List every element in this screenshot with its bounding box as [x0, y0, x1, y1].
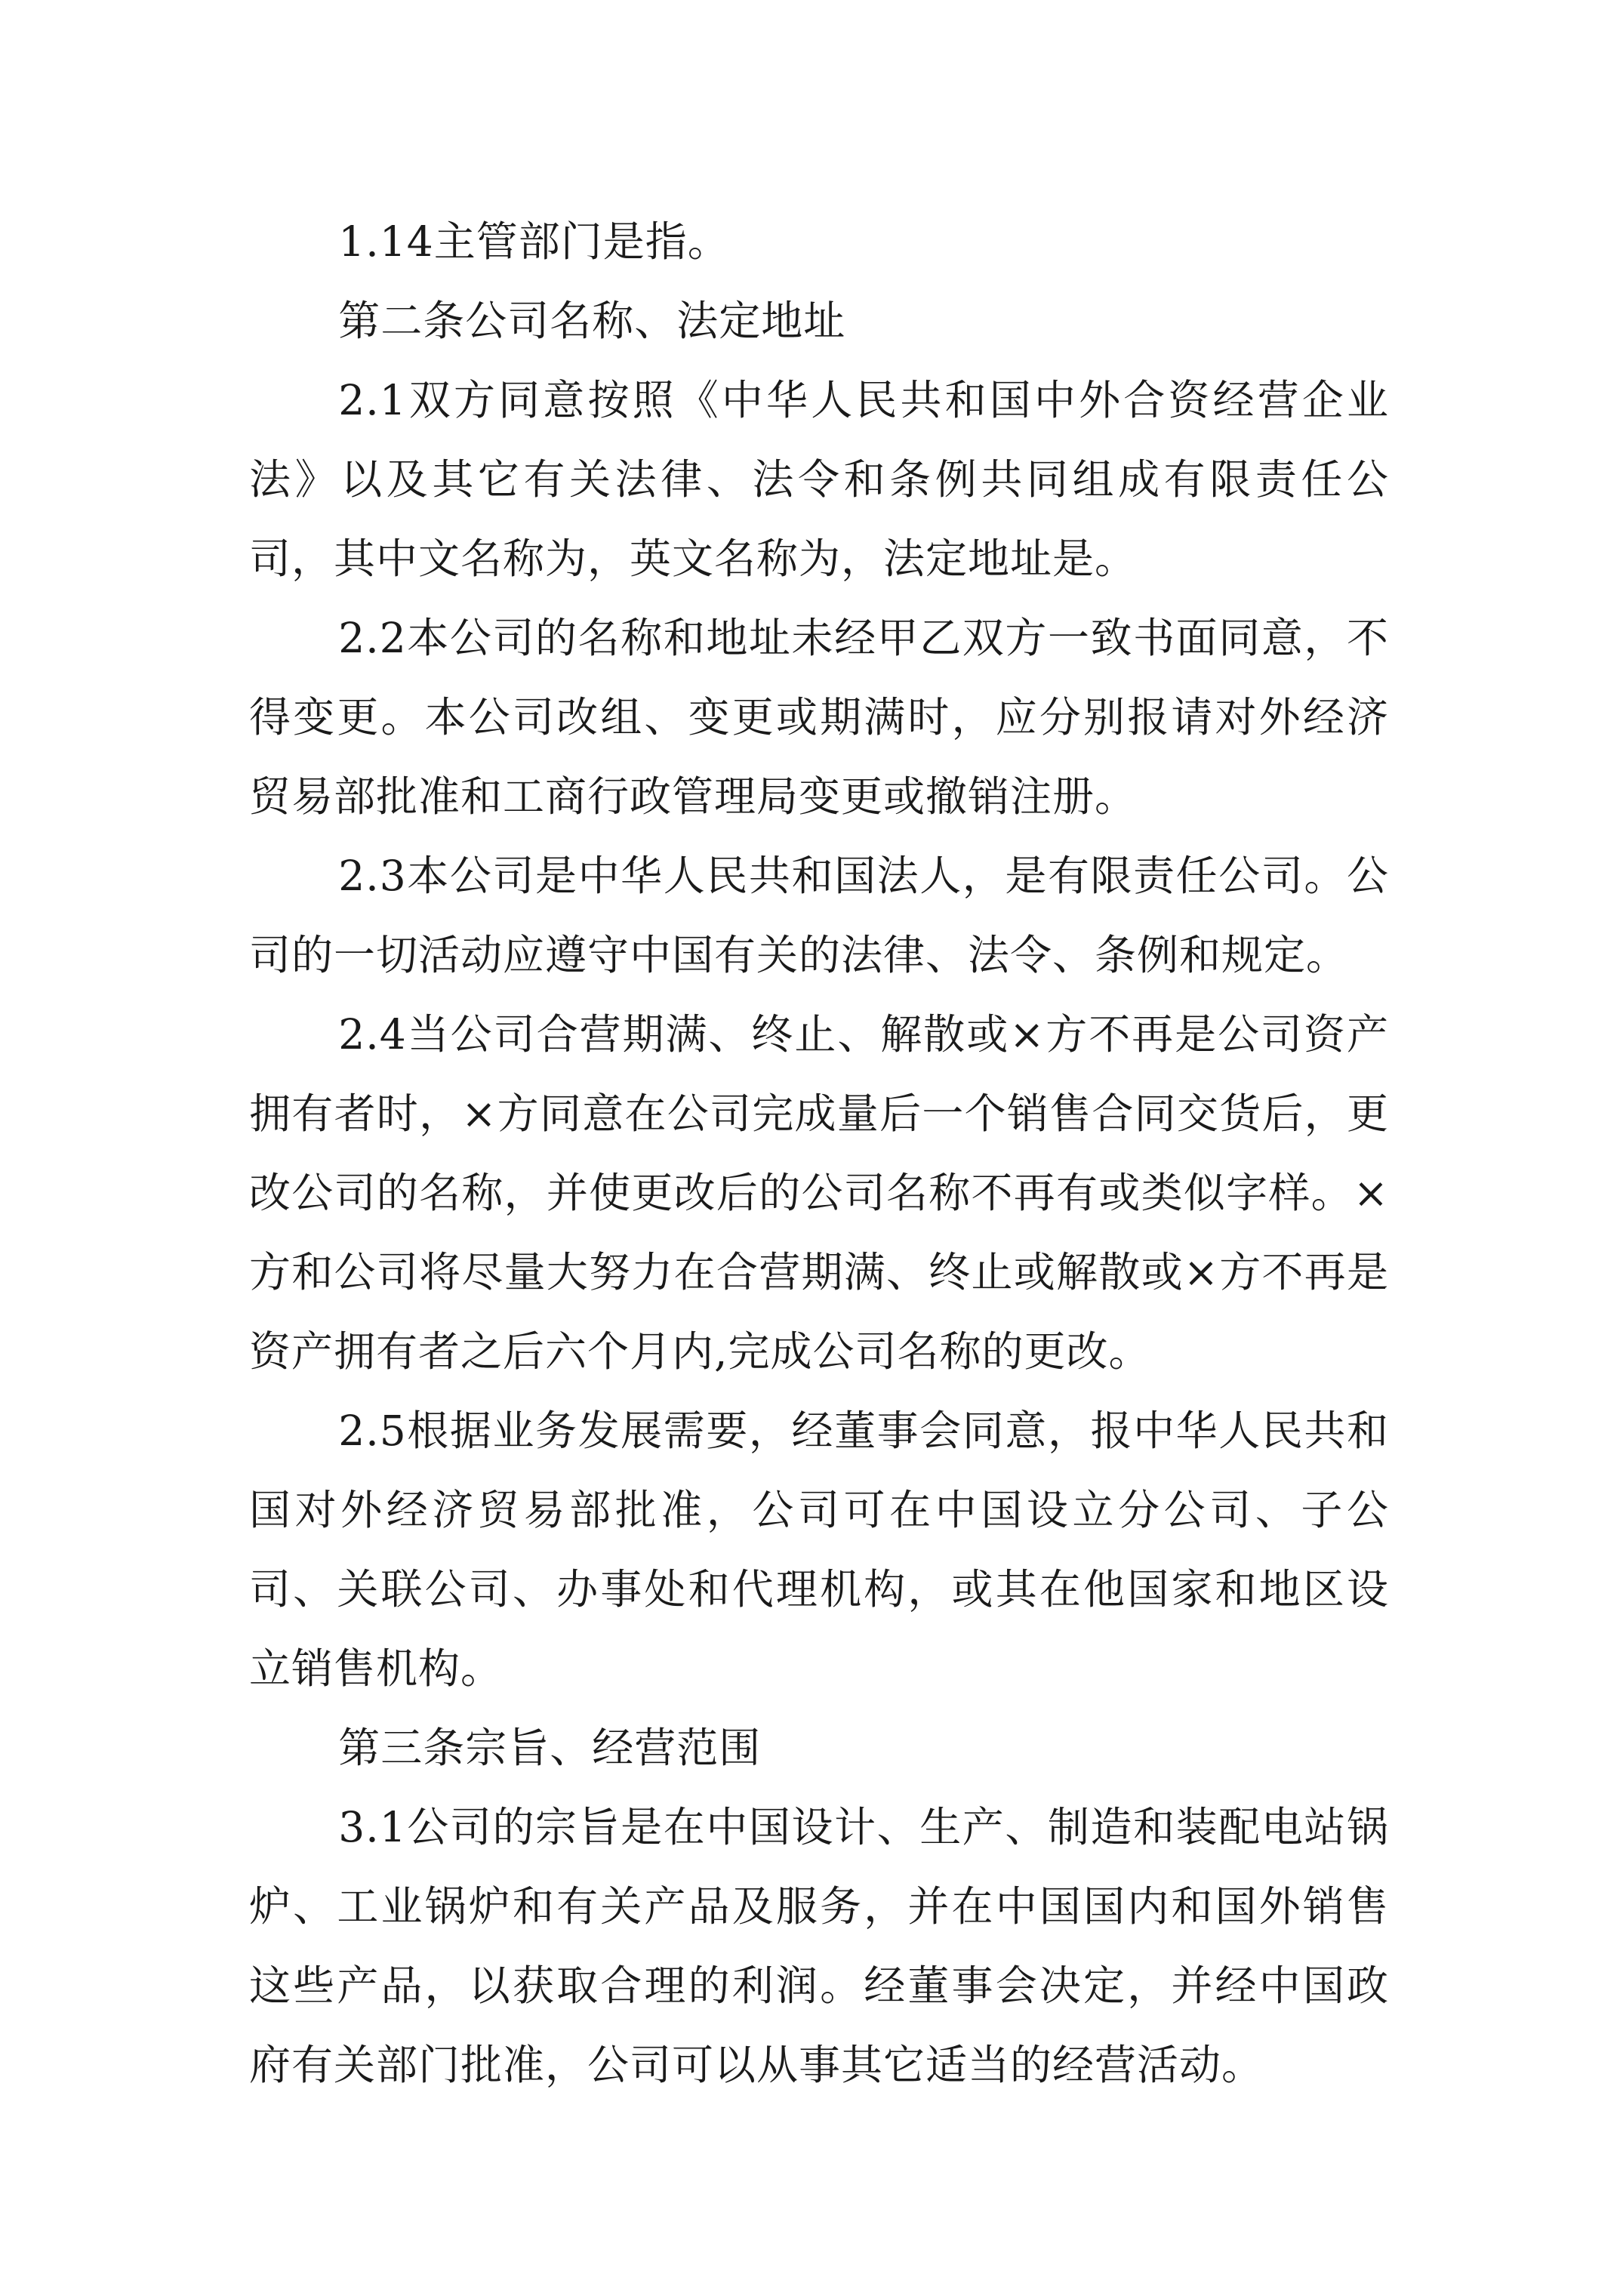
heading-article-2: 第二条公司名称、法定地址 — [338, 297, 846, 345]
paragraph-2-5: 2.5根据业务发展需要，经董事会同意，报中华人民共和国对外经济贸易部批准，公司可在中国设立分公司、子公司、关联公司、办事处和代理机构，或其在他国家和地区设立销售机构。 — [249, 1407, 1389, 1693]
paragraph-2-1: 2.1双方同意按照《中华人民共和国中外合资经营企业法》以及其它有关法律、法令和条例共同组成有限责任公司，其中文名称为，英文名称为，法定地址是。 — [249, 376, 1389, 583]
paragraph-2-4: 2.4当公司合营期满、终止、解散或×方不再是公司资产拥有者时，×方同意在公司完成量后一个销售合同交货后，更改公司的名称，并使更改后的公司名称不再有或类似字样。×方和公司将尽量大努力在合营期满、终止或解散或×方不再是资产拥有者之后六个月内,完成公司名称的更改。 — [249, 1010, 1389, 1376]
paragraph-2-2: 2.2本公司的名称和地址未经甲乙双方一致书面同意，不得变更。本公司改组、变更或期满时，应分别报请对外经济贸易部批准和工商行政管理局变更或撤销注册。 — [249, 614, 1389, 821]
heading-article-3: 第三条宗旨、经营范围 — [338, 1724, 762, 1772]
document-body — [249, 202, 1389, 2105]
paragraph-3-1: 3.1公司的宗旨是在中国设计、生产、制造和装配电站锅炉、工业锅炉和有关产品及服务，并在中国国内和国外销售这些产品，以获取合理的利润。经董事会决定，并经中国政府有关部门批准，公司可以从事其它适当的经营活动。 — [249, 1803, 1389, 2089]
paragraph-2-3: 2.3本公司是中华人民共和国法人，是有限责任公司。公司的一切活动应遵守中国有关的法律、法令、条例和规定。 — [249, 852, 1389, 979]
paragraph-1-14: 1.14主管部门是指。 — [338, 217, 730, 266]
